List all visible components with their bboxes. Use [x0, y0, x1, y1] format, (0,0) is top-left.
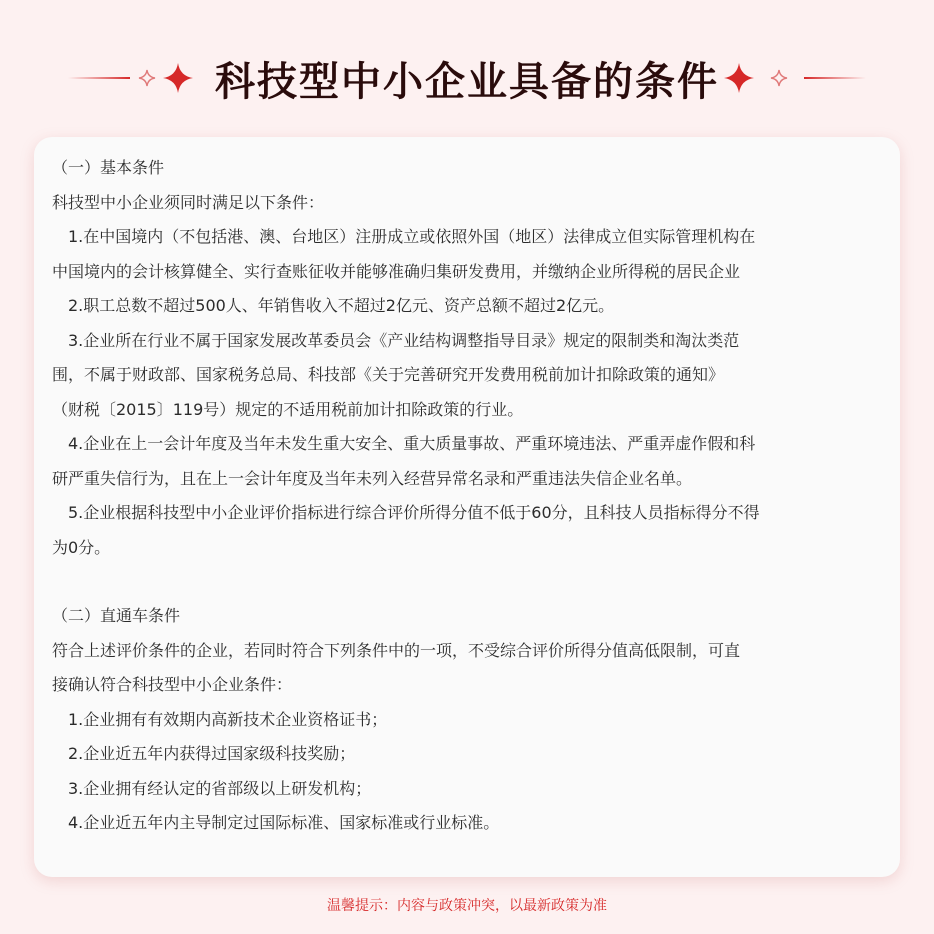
- text-line: 接确认符合科技型中小企业条件：: [52, 675, 293, 694]
- section-heading-basic: （一）基本条件: [52, 158, 165, 177]
- header-line-left: [68, 77, 130, 79]
- text-line: 3.企业所在行业不属于国家发展改革委员会《产业结构调整指导目录》规定的限制类和淘汰类范: [68, 330, 740, 350]
- text-line: 符合上述评价条件的企业，若同时符合下列条件中的一项，不受综合评价所得分值高低限制，可直: [52, 640, 741, 660]
- header-line-right: [804, 77, 866, 79]
- footer-note: 温馨提示：内容与政策冲突，以最新政策为准: [327, 898, 607, 914]
- text-line: 中国境内的会计核算健全、实行查账征收并能够准确归集研发费用，并缴纳企业所得税的居民企业: [52, 261, 741, 281]
- four-point-star-icon: [724, 63, 754, 93]
- text-line: 5.企业根据科技型中小企业评价指标进行综合评价所得分值不低于60分，且科技人员指标得分不得: [68, 503, 760, 522]
- text-line: 1.在中国境内（不包括港、澳、台地区）注册成立或依照外国（地区）法律成立但实际管理机构在: [68, 227, 756, 246]
- content-card: [34, 137, 900, 877]
- page-title: 科技型中小企业具备的条件: [215, 59, 719, 105]
- text-line: 4.企业在上一会计年度及当年未发生重大安全、重大质量事故、严重环境违法、严重弄虚作假和科: [68, 434, 756, 453]
- text-line: 2.职工总数不超过500人、年销售收入不超过2亿元、资产总额不超过2亿元。: [68, 296, 615, 315]
- text-line: 研严重失信行为，且在上一会计年度及当年未列入经营异常名录和严重违法失信企业名单。: [52, 468, 693, 488]
- text-line: （财税〔2015〕119号）规定的不适用税前加计扣除政策的行业。: [52, 399, 524, 419]
- text-line: 围，不属于财政部、国家税务总局、科技部《关于完善研究开发费用税前加计扣除政策的通知》: [52, 365, 725, 384]
- text-line: 2.企业近五年内获得过国家级科技奖励；: [68, 744, 356, 763]
- section-spacer: [52, 565, 886, 599]
- conditions-text: [52, 151, 886, 841]
- text-line: 3.企业拥有经认定的省部级以上研发机构；: [68, 778, 372, 798]
- four-point-star-icon: [163, 63, 193, 93]
- text-line: 为0分。: [52, 537, 111, 557]
- text-line: 1.企业拥有有效期内高新技术企业资格证书；: [68, 709, 388, 729]
- section-heading-fast-track: （二）直通车条件: [52, 606, 181, 625]
- diamond-sparkle-outline-icon: [138, 69, 156, 87]
- text-line: 科技型中小企业须同时满足以下条件：: [52, 192, 325, 212]
- page-header: [0, 44, 934, 124]
- diamond-sparkle-outline-icon: [770, 69, 788, 87]
- text-line: 4.企业近五年内主导制定过国际标准、国家标准或行业标准。: [68, 813, 500, 832]
